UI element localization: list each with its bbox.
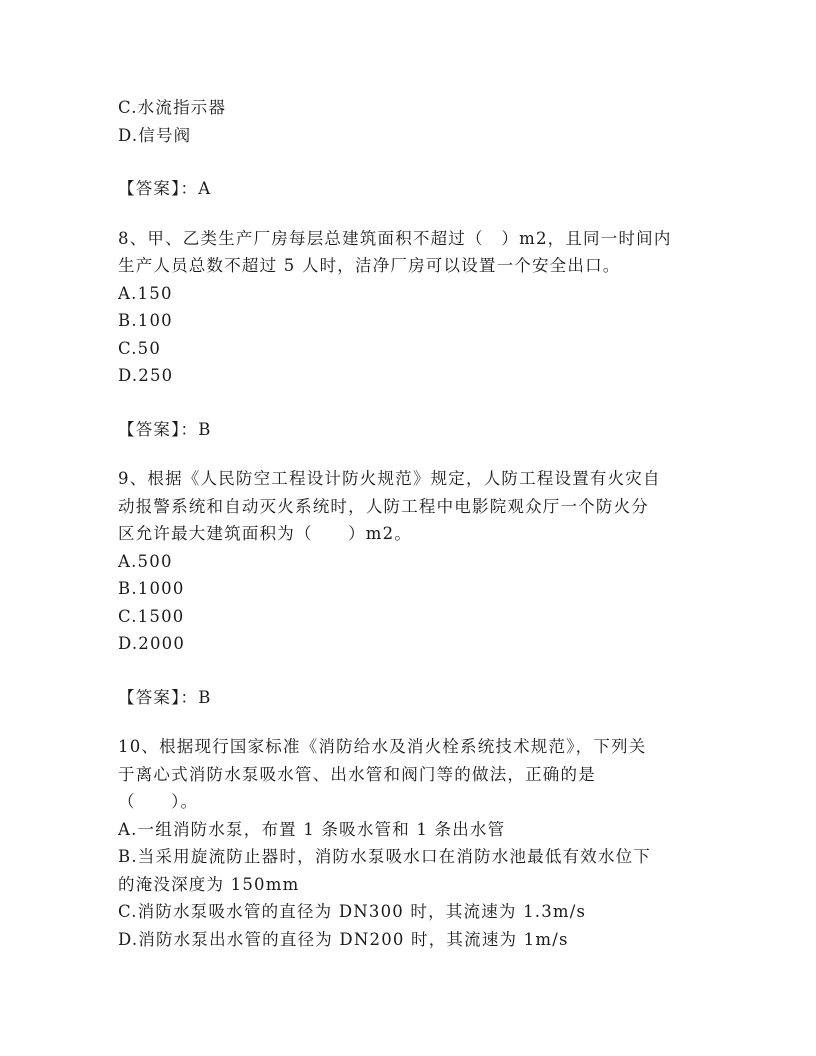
option-d: D.250	[118, 366, 174, 385]
prev-question	[118, 94, 698, 203]
document-page	[118, 94, 698, 953]
question-stem-line: 生产人员总数不超过 5 人时，洁净厂房可以设置一个安全出口。	[118, 256, 621, 275]
option-c: C.水流指示器	[118, 98, 227, 117]
option-b: B.1000	[118, 579, 185, 598]
option-b-continued: 的淹没深度为 150mm	[118, 874, 300, 894]
option-a: A.500	[118, 551, 173, 571]
option-b: B.当采用旋流防止器时，消防水泵吸水口在消防水池最低有效水位下	[118, 847, 652, 866]
option-c: C.50	[118, 338, 162, 358]
question-8	[118, 225, 698, 444]
question-stem-line: 于离心式消防水泵吸水管、出水管和阀门等的做法，正确的是	[118, 764, 596, 784]
answer-line: 【答案】：A	[118, 179, 212, 198]
question-stem-line: 8、甲、乙类生产厂房每层总建筑面积不超过（ ）m2，且同一时间内	[118, 228, 672, 248]
option-a: A.150	[118, 283, 173, 303]
option-d: D.信号阀	[118, 125, 192, 145]
answer-line: 【答案】：B	[118, 419, 212, 439]
option-d: D.消防水泵出水管的直径为 DN200 时，其流速为 1m/s	[118, 929, 569, 949]
question-9	[118, 465, 698, 711]
question-stem-line: 动报警系统和自动灭火系统时，人防工程中电影院观众厅一个防火分	[118, 496, 649, 516]
option-a: A.一组消防水泵，布置 1 条吸水管和 1 条出水管	[118, 819, 506, 839]
question-stem-line: （ ）。	[118, 792, 199, 811]
question-stem-line: 区允许最大建筑面积为（ ）m2。	[118, 524, 413, 543]
answer-line: 【答案】：B	[118, 687, 212, 707]
option-b: B.100	[118, 311, 173, 330]
option-c: C.1500	[118, 606, 185, 626]
question-stem-line: 10、根据现行国家标准《消防给水及消火栓系统技术规范》，下列关	[118, 737, 647, 756]
option-d: D.2000	[118, 634, 186, 653]
question-10	[118, 733, 698, 953]
option-c: C.消防水泵吸水管的直径为 DN300 时，其流速为 1.3m/s	[118, 902, 587, 921]
question-stem-line: 9、根据《人民防空工程设计防火规范》规定，人防工程设置有火灾自	[118, 469, 661, 488]
